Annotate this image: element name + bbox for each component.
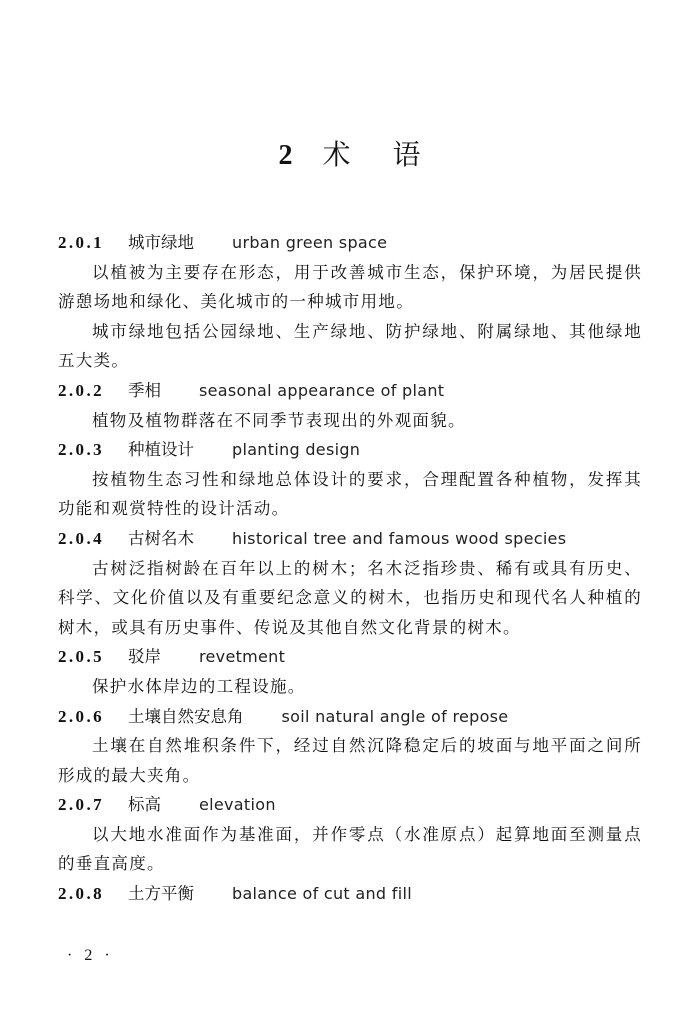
term-heading <box>58 702 642 732</box>
term-chinese: 种植设计 <box>128 440 194 460</box>
term-english: balance of cut and fill <box>232 884 412 904</box>
term-chinese: 土方平衡 <box>128 884 194 904</box>
term-number: 2.0.2 <box>58 380 104 400</box>
term-heading <box>58 642 642 672</box>
term-heading <box>58 790 642 820</box>
term-english: planting design <box>232 440 361 460</box>
term-english: urban green space <box>232 233 388 252</box>
term-heading <box>58 376 642 406</box>
term-definition: 按植物生态习性和绿地总体设计的要求，合理配置各种植物，发挥其功能和观赏特性的设计活动。 <box>58 469 642 519</box>
term-number: 2.0.8 <box>58 884 104 904</box>
term-heading <box>58 228 642 258</box>
chapter-title-char-1: 术 <box>322 138 351 171</box>
term-chinese: 城市绿地 <box>128 233 194 252</box>
page-number: · 2 · <box>67 947 114 964</box>
term-definition: 城市绿地包括公园绿地、生产绿地、防护绿地、附属绿地、其他绿地五大类。 <box>58 321 642 371</box>
term-chinese: 土壤自然安息角 <box>128 706 244 726</box>
term-chinese: 标高 <box>128 795 161 815</box>
term-number: 2.0.3 <box>58 440 104 460</box>
chapter-title-char-2: 语 <box>392 138 421 171</box>
term-english: seasonal appearance of plant <box>199 380 445 400</box>
term-chinese: 古树名木 <box>128 528 194 548</box>
terms-list <box>58 228 642 909</box>
term-definition: 保护水体岸边的工程设施。 <box>92 676 306 696</box>
term-english: revetment <box>199 647 286 667</box>
term-definition: 植物及植物群落在不同季节表现出的外观面貌。 <box>92 410 466 430</box>
term-number: 2.0.5 <box>58 647 104 667</box>
chapter-title <box>0 133 699 173</box>
term-definition: 古树泛指树龄在百年以上的树木；名木泛指珍贵、稀有或具有历史、科学、文化价值以及有重要纪念意义的树木，也指历史和现代名人种植的树木，或具有历史事件、传说及其他自然文化背景的树木。 <box>58 558 642 637</box>
term-definition: 以植被为主要存在形态，用于改善城市生态，保护环境，为居民提供游憩场地和绿化、美化城市的一种城市用地。 <box>58 262 642 312</box>
term-definition: 以大地水准面作为基准面，并作零点（水准原点）起算地面至测量点的垂直高度。 <box>58 824 642 874</box>
term-number: 2.0.4 <box>58 528 104 548</box>
term-english: historical tree and famous wood species <box>232 528 567 548</box>
term-chinese: 驳岸 <box>128 647 161 667</box>
term-heading <box>58 524 642 554</box>
term-english: soil natural angle of repose <box>281 706 509 726</box>
chapter-number: 2 <box>278 140 293 171</box>
term-english: elevation <box>199 795 276 815</box>
term-chinese: 季相 <box>128 380 161 400</box>
term-heading <box>58 879 642 909</box>
term-number: 2.0.6 <box>58 706 104 726</box>
term-heading <box>58 435 642 465</box>
term-number: 2.0.7 <box>58 795 104 815</box>
term-number: 2.0.1 <box>58 233 104 252</box>
term-definition: 土壤在自然堆积条件下，经过自然沉降稳定后的坡面与地平面之间所形成的最大夹角。 <box>58 736 642 785</box>
